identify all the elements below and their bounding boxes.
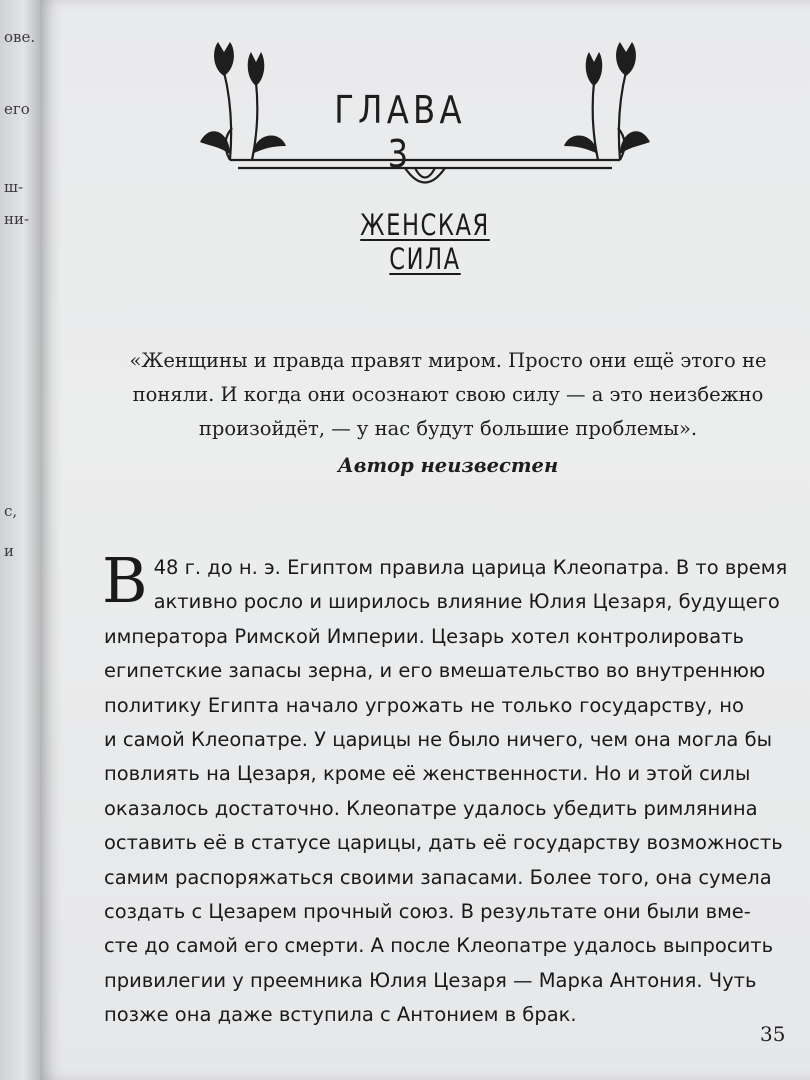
chapter-subtitle: ЖЕНСКАЯ СИЛА xyxy=(360,208,490,276)
body-line: повлиять на Цезаря, кроме её женственности. Но и этой силы xyxy=(104,762,751,786)
body-line: оказалось достаточно. Клеопатре удалось убедить римлянина xyxy=(104,796,758,820)
left-page-fragment: ни- xyxy=(4,210,30,228)
left-page-fragment: с, xyxy=(4,502,18,520)
body-line: создать с Цезарем прочный союз. В результате они были вме- xyxy=(104,900,751,924)
body-line: самим распоряжаться своими запасами. Более того, она сумела xyxy=(104,865,772,889)
epigraph-line: произойдёт, — у нас будут большие проблемы». xyxy=(198,417,698,440)
page-number: 35 xyxy=(760,1022,786,1046)
body-paragraph xyxy=(102,544,788,1033)
left-page-fragment: ш- xyxy=(4,178,24,196)
left-page-fragment: ове. xyxy=(4,28,36,46)
body-line: сте до самой его смерти. А после Клеопатре удалось выпросить xyxy=(104,934,774,958)
epigraph xyxy=(108,344,788,446)
body-line: позже она даже вступила с Антонием в брак. xyxy=(104,1003,577,1027)
left-page-fragment: и xyxy=(4,542,14,560)
body-line: активно росло и ширилось влияние Юлия Цезаря, будущего xyxy=(153,590,780,614)
body-line: 48 г. до н. э. Египтом правила царица Клеопатра. В то время xyxy=(153,556,788,579)
left-page-fragment: его xyxy=(4,100,30,118)
chapter-title: ГЛАВА 3 xyxy=(334,88,466,176)
epigraph-line: поняли. И когда они осознают свою силу — а это неизбежно xyxy=(132,383,764,406)
adjacent-page-edge xyxy=(0,0,40,1080)
body-line: привилегии у преемника Юлия Цезаря — Марка Антония. Чуть xyxy=(104,968,757,992)
body-line: египетские запасы зерна, и его вмешательство во внутреннюю xyxy=(104,659,766,683)
drop-cap: В xyxy=(102,544,148,617)
body-line: императора Римской Империи. Цезарь хотел контролировать xyxy=(104,624,744,648)
epigraph-line: «Женщины и правда правят миром. Просто они ещё этого не xyxy=(129,349,767,372)
body-line: и самой Клеопатре. У царицы не было ничего, чем она могла бы xyxy=(104,728,772,752)
body-line: политику Египта начало угрожать не только государству, но xyxy=(104,693,744,717)
epigraph-author: Автор неизвестен xyxy=(337,454,559,477)
body-line: оставить её в статусе царицы, дать её государству возможность xyxy=(104,831,783,855)
